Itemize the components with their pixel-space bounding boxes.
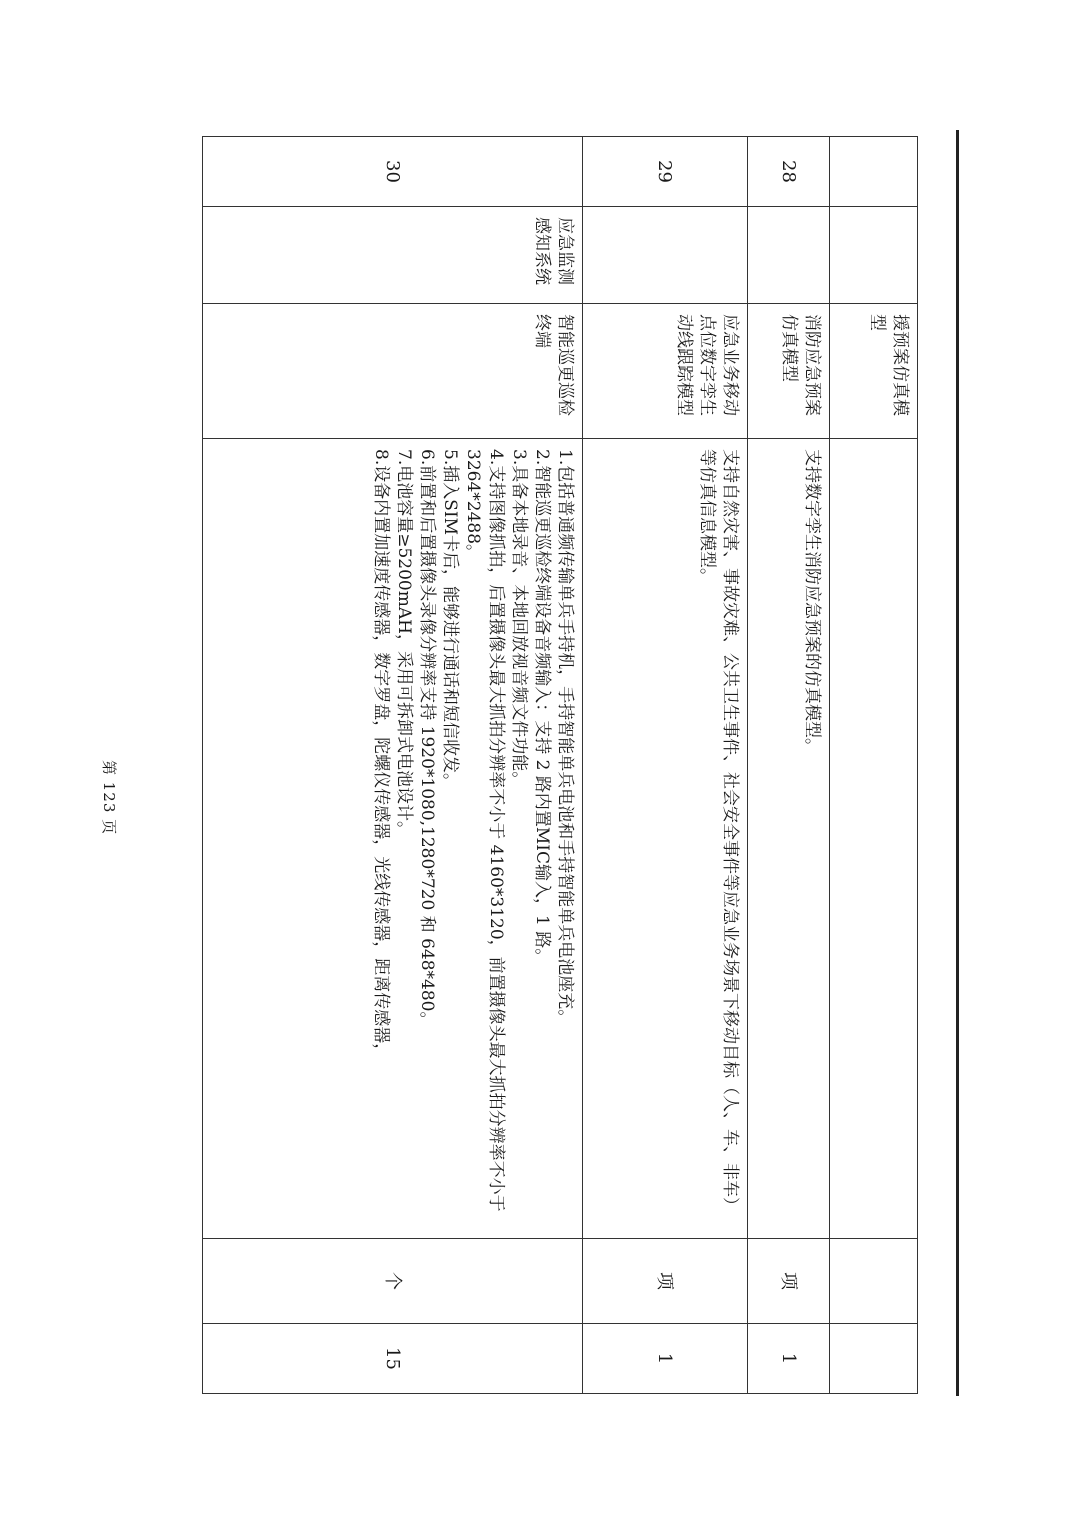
description-item: 1.包括普通频传输单兵手持机，手持智能单兵电池和手持智能单兵电池座充。 <box>555 449 575 1027</box>
page-footer <box>96 760 126 880</box>
row-number: 29 <box>583 137 748 207</box>
rotated-table-frame <box>202 136 918 1393</box>
table-row <box>748 137 830 1394</box>
description-cell <box>583 439 748 1239</box>
description-item: 7.电池容量≥5200mAH，采用可拆卸式电池设计。 <box>394 449 414 838</box>
page-number: 第 123 页 <box>100 760 118 836</box>
description-cell <box>830 439 918 1239</box>
description-item: 4.支持图像抓拍，后置摄像头最大抓拍分辨率不小于 4160*3120，前置摄像头最大抓拍分辨率不小于 3264*2488。 <box>463 449 506 1212</box>
quantity-cell: 15 <box>203 1324 583 1394</box>
row-number: 30 <box>203 137 583 207</box>
item-name: 智能巡更巡检终端 <box>203 304 583 439</box>
item-name: 消防应急预案仿真模型 <box>748 304 830 439</box>
system-cell <box>830 207 918 304</box>
equipment-table <box>202 136 918 1394</box>
description-item: 2.智能巡更巡检终端设备音频输入：支持 2 路内置MIC输入，1 路。 <box>532 449 552 966</box>
description-item: 6.前置和后置摄像头录像分辨率支持 1920*1080,1280*720 和 648*480。 <box>417 449 437 1029</box>
unit-cell: 项 <box>583 1239 748 1324</box>
unit-cell: 项 <box>748 1239 830 1324</box>
table-row <box>203 137 583 1394</box>
description-item: 8.设备内置加速度传感器，数字罗盘，陀螺仪传感器，光线传感器，距离传感器， <box>371 449 391 1061</box>
quantity-cell: 1 <box>583 1324 748 1394</box>
quantity-cell: 1 <box>748 1324 830 1394</box>
margin-rule <box>956 130 959 1396</box>
quantity-cell <box>830 1324 918 1394</box>
item-name: 应急业务移动点位数字孪生动线跟踪模型 <box>583 304 748 439</box>
description-item: 支持数字孪生消防应急预案的仿真模型。 <box>802 449 822 755</box>
row-number <box>830 137 918 207</box>
description-cell <box>203 439 583 1239</box>
table-row <box>830 137 918 1394</box>
unit-cell: 个 <box>203 1239 583 1324</box>
unit-cell <box>830 1239 918 1324</box>
system-cell <box>583 207 748 304</box>
item-name: 援预案仿真模型 <box>830 304 918 439</box>
rotated-sheet <box>202 136 918 1393</box>
description-item: 支持自然灾害、事故灾难、公共卫生事件、社会安全事件等应急业务场景下移动目标（人、车、非车）等仿真信息模型。 <box>697 449 740 1214</box>
row-number: 28 <box>748 137 830 207</box>
table-row <box>583 137 748 1394</box>
description-item: 5.插入SIM卡后，能够进行通话和短信收发。 <box>440 449 460 790</box>
system-cell <box>748 207 830 304</box>
description-item: 3.具备本地录音、本地回放视音频文件功能。 <box>509 449 529 789</box>
description-cell <box>748 439 830 1239</box>
system-cell: 应急监测感知系统 <box>203 207 583 304</box>
